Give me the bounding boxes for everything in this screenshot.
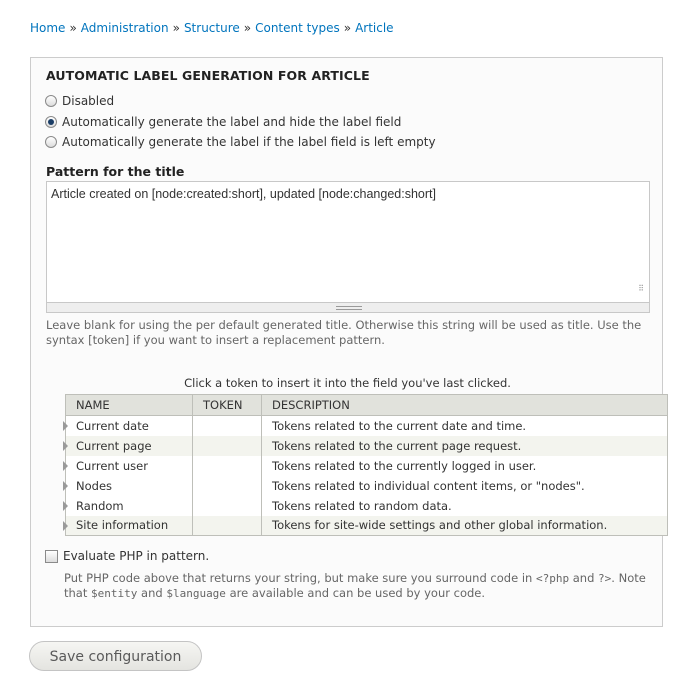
token-name: Site information bbox=[76, 518, 169, 533]
radio-button[interactable] bbox=[45, 95, 57, 107]
token-cell bbox=[193, 476, 262, 496]
pattern-description: Leave blank for using the per default generated title. Otherwise this string will be used as title. Use the syntax [token] if you want to insert a replacement pattern. bbox=[46, 318, 642, 347]
token-table-header bbox=[66, 395, 668, 416]
php-desc-text: are available and can be used by your code. bbox=[225, 586, 486, 600]
token-row-current-page[interactable] bbox=[66, 436, 668, 456]
pattern-label: Pattern for the title bbox=[46, 164, 185, 179]
resize-handle-icon[interactable]: ⠿ bbox=[638, 284, 644, 293]
radio-option-disabled[interactable] bbox=[45, 94, 114, 108]
php-desc-text: and bbox=[137, 586, 167, 600]
fieldset-legend: AUTOMATIC LABEL GENERATION FOR ARTICLE bbox=[46, 68, 370, 83]
token-row-site-information[interactable] bbox=[66, 516, 668, 536]
column-header-description: DESCRIPTION bbox=[262, 395, 668, 416]
pattern-textarea[interactable] bbox=[46, 181, 650, 302]
column-header-token: TOKEN bbox=[193, 395, 262, 416]
grip-lines-icon bbox=[336, 306, 362, 310]
token-name: Current date bbox=[76, 418, 149, 433]
textarea-grippie[interactable] bbox=[46, 302, 650, 313]
token-name-cell[interactable] bbox=[66, 476, 193, 496]
token-description: Tokens related to individual content items, or "nodes". bbox=[262, 476, 668, 496]
radio-option-generate-if-empty[interactable] bbox=[45, 135, 436, 149]
token-name: Current page bbox=[76, 438, 152, 453]
token-cell bbox=[193, 416, 262, 436]
token-name-cell[interactable] bbox=[66, 436, 193, 456]
radio-label: Automatically generate the label and hide the label field bbox=[62, 115, 402, 129]
token-name: Nodes bbox=[76, 478, 113, 493]
radio-button-checked[interactable] bbox=[45, 116, 57, 128]
expand-arrow-icon[interactable] bbox=[63, 521, 68, 531]
token-description: Tokens related to the current page request. bbox=[262, 436, 668, 456]
token-cell bbox=[193, 516, 262, 536]
evaluate-php-description bbox=[64, 571, 654, 601]
breadcrumb-article-link[interactable]: Article bbox=[355, 21, 394, 35]
expand-arrow-icon[interactable] bbox=[63, 481, 68, 491]
token-cell bbox=[193, 436, 262, 456]
breadcrumb-content-types-link[interactable]: Content types bbox=[255, 21, 340, 35]
token-description: Tokens related to the currently logged in user. bbox=[262, 456, 668, 476]
token-description: Tokens related to random data. bbox=[262, 496, 668, 516]
radio-button[interactable] bbox=[45, 136, 57, 148]
save-configuration-button[interactable]: Save configuration bbox=[29, 641, 202, 671]
token-row-random[interactable] bbox=[66, 496, 668, 516]
entity-variable-code: $entity bbox=[91, 587, 138, 600]
breadcrumb bbox=[30, 21, 394, 35]
breadcrumb-structure-link[interactable]: Structure bbox=[183, 21, 240, 35]
token-row-current-date[interactable] bbox=[66, 416, 668, 436]
token-cell bbox=[193, 496, 262, 516]
breadcrumb-separator: » bbox=[69, 21, 77, 35]
breadcrumb-separator: » bbox=[243, 21, 252, 35]
breadcrumb-administration-link[interactable]: Administration bbox=[80, 21, 169, 35]
evaluate-php-option[interactable] bbox=[45, 549, 209, 563]
token-name: Random bbox=[76, 498, 124, 513]
token-name-cell[interactable] bbox=[66, 416, 193, 436]
expand-arrow-icon[interactable] bbox=[63, 501, 68, 511]
expand-arrow-icon[interactable] bbox=[63, 421, 68, 431]
expand-arrow-icon[interactable] bbox=[63, 441, 68, 451]
language-variable-code: $language bbox=[166, 587, 226, 600]
token-name-cell[interactable] bbox=[66, 496, 193, 516]
column-header-name: NAME bbox=[66, 395, 193, 416]
php-open-tag-code: <?php bbox=[535, 572, 570, 585]
php-desc-text: Put PHP code above that returns your string, but make sure you surround code in bbox=[64, 571, 536, 585]
token-name: Current user bbox=[76, 458, 148, 473]
token-table bbox=[65, 394, 668, 536]
breadcrumb-separator: » bbox=[343, 21, 352, 35]
token-description: Tokens for site-wide settings and other global information. bbox=[262, 516, 668, 536]
expand-arrow-icon[interactable] bbox=[63, 461, 68, 471]
radio-label: Disabled bbox=[62, 94, 115, 108]
token-name-cell[interactable] bbox=[66, 456, 193, 476]
token-description: Tokens related to the current date and time. bbox=[262, 416, 668, 436]
evaluate-php-checkbox[interactable] bbox=[45, 550, 58, 563]
token-cell bbox=[193, 456, 262, 476]
token-row-current-user[interactable] bbox=[66, 456, 668, 476]
token-hint: Click a token to insert it into the field you've last clicked. bbox=[184, 376, 511, 390]
token-row-nodes[interactable] bbox=[66, 476, 668, 496]
pattern-textarea-wrapper bbox=[46, 181, 650, 314]
evaluate-php-label: Evaluate PHP in pattern. bbox=[63, 549, 210, 563]
php-desc-text: and bbox=[569, 571, 599, 585]
php-desc-text: . Note that bbox=[64, 571, 646, 600]
php-close-tag-code: ?> bbox=[598, 572, 612, 585]
token-name-cell[interactable] bbox=[66, 516, 193, 536]
breadcrumb-separator: » bbox=[172, 21, 180, 35]
radio-label: Automatically generate the label if the label field is left empty bbox=[62, 135, 436, 149]
label-generation-fieldset bbox=[30, 57, 663, 627]
radio-option-generate-hide[interactable] bbox=[45, 115, 401, 129]
breadcrumb-home-link[interactable]: Home bbox=[30, 21, 66, 35]
